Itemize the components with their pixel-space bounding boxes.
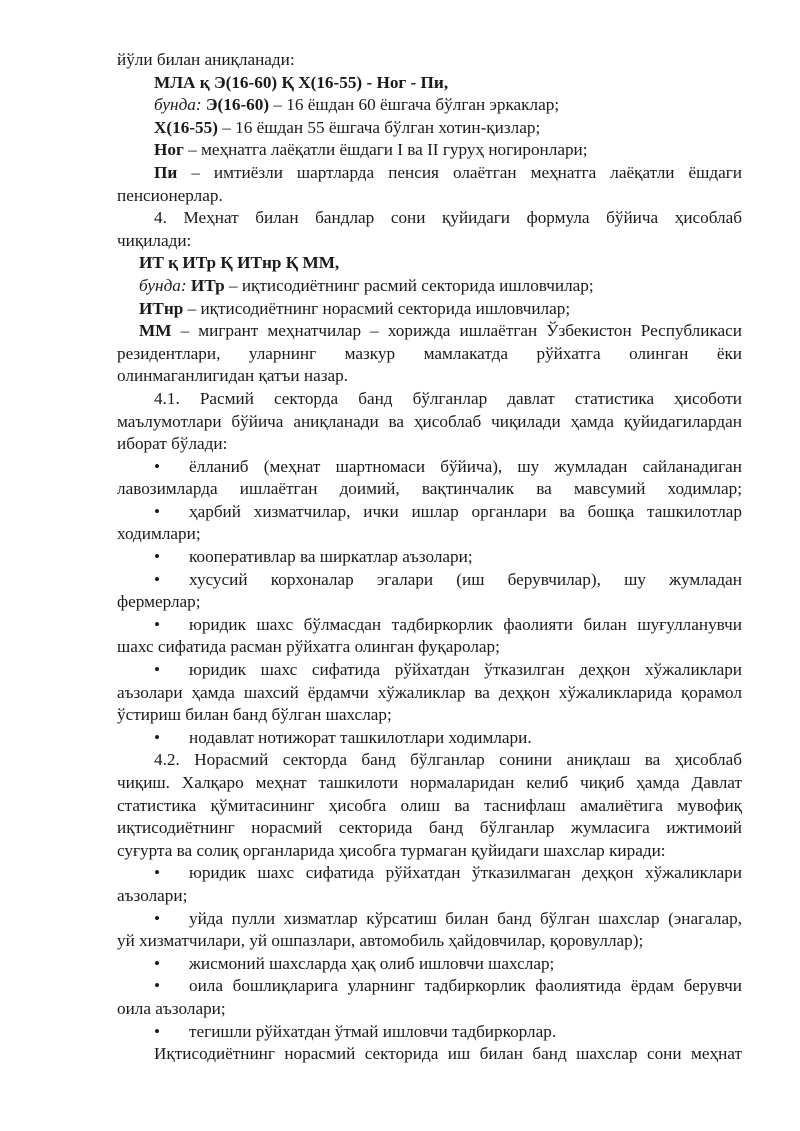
text-line: ходимлари;: [117, 524, 201, 544]
list-item: • нодавлат нотижорат ташкилотлари ходимлари.: [117, 727, 742, 750]
definition-mm: ММ – мигрант меҳнатчилар – хорижда ишлаётган Ўзбекистон Республикаси: [139, 321, 742, 341]
text-line: йўли билан аниқланади:: [117, 50, 295, 69]
bullet-icon: •: [154, 614, 161, 634]
list-item: • уйда пулли хизматлар кўрсатиш билан банд бўлган шахслар (энагалар,: [117, 908, 742, 931]
text-line: фермерлар;: [117, 592, 201, 612]
text-line: ўстириш билан банд бўлган шахслар;: [117, 705, 392, 725]
definition-itnr: ИТнр – иқтисодиётнинг норасмий секторида ишловчилар;: [139, 298, 571, 318]
paragraph-4-1: 4.1. Расмий секторда банд бўлганлар давлат статистика ҳисоботи: [154, 388, 742, 408]
text-line: чиқилади:: [117, 230, 192, 250]
list-item: • кооперативлар ва ширкатлар аъзолари;: [117, 546, 742, 569]
text-line: аъзолари;: [117, 885, 188, 905]
list-item: • тегишли рўйхатдан ўтмай ишловчи тадбиркорлар.: [117, 1021, 742, 1044]
bullet-icon: •: [154, 908, 161, 928]
bullet-icon: •: [154, 863, 161, 883]
text-line: иқтисодиётнинг норасмий секторида банд бўлганлар жумласига ижтимоий: [117, 818, 742, 838]
bullet-icon: •: [154, 727, 161, 747]
text-line: маълумотлари бўйича аниқланади ва ҳисоблаб чиқилади ҳамда қуйидагилардан: [117, 411, 742, 431]
text-line: шахс сифатида расман рўйхатга олинган фуқаролар;: [117, 637, 500, 657]
bullet-icon: •: [154, 547, 161, 567]
paragraph-4: 4. Меҳнат билан бандлар сони қуйидаги формула бўйича ҳисоблаб: [154, 208, 742, 228]
bullet-icon: •: [154, 456, 161, 476]
text-line: олинмаганлигидан қатъи назар.: [117, 366, 349, 386]
list-item: • ҳарбий хизматчилар, ички ишлар органлари ва бошқа ташкилотлар: [117, 501, 742, 524]
text-line: иборат бўлади:: [117, 434, 228, 454]
it-formula: ИТ қ ИТр Қ ИТнр Қ ММ,: [139, 253, 340, 273]
bullet-icon: •: [154, 660, 161, 680]
definition-e: бунда: Э(16-60) – 16 ёшдан 60 ёшгача бўлган эркаклар;: [154, 95, 560, 115]
list-item: • юридик шахс сифатида рўйхатдан ўтказилмаган деҳқон хўжаликлари: [117, 862, 742, 885]
mla-formula: МЛА қ Э(16-60) Қ Х(16-55) - Ног - Пи,: [154, 72, 449, 92]
final-paragraph: Иқтисодиётнинг норасмий секторида иш билан банд шахслар сони меҳнат: [154, 1044, 742, 1064]
bullet-icon: •: [154, 1021, 161, 1041]
text-line: резидентлари, уларнинг мазкур мамлакатда рўйхатга олинган ёки: [117, 343, 742, 363]
text-line: пенсионерлар.: [117, 185, 223, 205]
list-item: • оила бошлиқларига уларнинг тадбиркорлик фаолиятида ёрдам берувчи: [117, 975, 742, 998]
list-item: • хусусий корхоналар эгалари (иш берувчилар), шу жумладан: [117, 569, 742, 592]
text-line: чиқиш. Халқаро меҳнат ташкилоти нормаларидан келиб чиқиб ҳамда Давлат: [117, 773, 742, 792]
text-line: уй хизматчилари, уй ошпазлари, автомобиль ҳайдовчилар, қоровуллар);: [117, 931, 644, 951]
list-item: • юридик шахс сифатида рўйхатдан ўтказилган деҳқон хўжаликлари: [117, 659, 742, 682]
list-item: • жисмоний шахсларда ҳақ олиб ишловчи шахслар;: [117, 953, 742, 976]
definition-itr: бунда: ИТр – иқтисодиётнинг расмий секторида ишловчилар;: [139, 275, 594, 295]
bullet-icon: •: [154, 501, 161, 521]
definition-pi: Пи – имтиёзли шартларда пенсия олаётган меҳнатга лаёқатли ёшдаги: [154, 162, 742, 182]
text-line: статистика қўмитасининг ҳисобга олиш ва таснифлаш амалиётига мувофиқ: [117, 795, 742, 815]
text-line: аъзолари ҳамда шахсий ёрдамчи хўжаликлар ва деҳқон хўжаликларида қорамол: [117, 682, 742, 702]
list-item: • юридик шахс бўлмасдан тадбиркорлик фаолияти билан шуғулланувчи: [117, 614, 742, 637]
text-line: оила аъзолари;: [117, 998, 226, 1018]
text-line: суғурта ва солиқ органларида ҳисобга турмаган қуйидаги шахслар киради:: [117, 840, 666, 860]
bullet-icon: •: [154, 569, 161, 589]
bullet-icon: •: [154, 953, 161, 973]
definition-nog: Ног – меҳнатга лаёқатли ёшдаги I ва II гуруҳ ногиронлари;: [154, 140, 588, 160]
bullet-icon: •: [154, 976, 161, 996]
definition-x: Х(16-55) – 16 ёшдан 55 ёшгача бўлган хотин-қизлар;: [154, 117, 541, 137]
list-item: • ёлланиб (меҳнат шартномаси бўйича), шу жумладан сайланадиган: [117, 456, 742, 479]
text-line: лавозимларда ишлаётган доимий, вақтинчалик ва мавсумий ходимлар;: [117, 479, 742, 499]
paragraph-4-2: 4.2. Норасмий секторда банд бўлганлар сонини аниқлаш ва ҳисоблаб: [154, 750, 742, 770]
